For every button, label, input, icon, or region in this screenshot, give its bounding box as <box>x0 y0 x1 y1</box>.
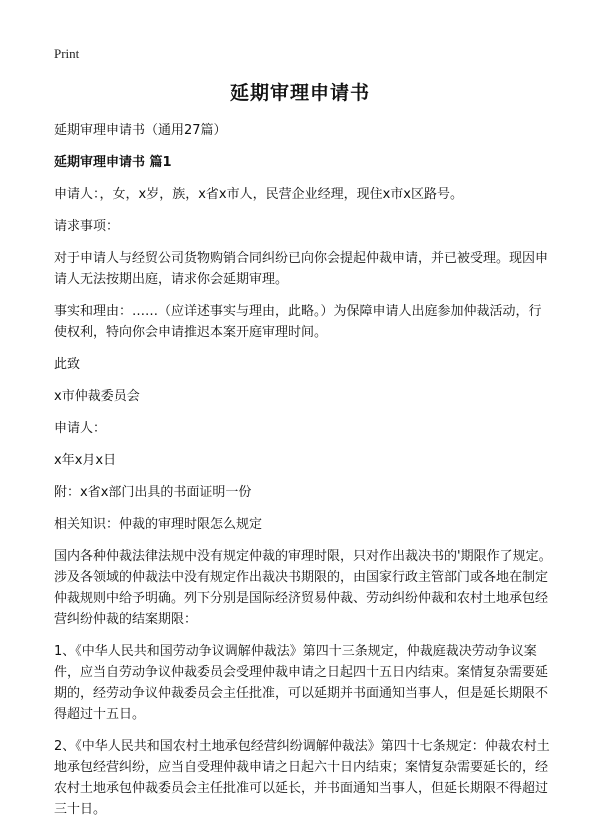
applicant-line: 申请人：，女，x岁，族，x省x市人，民营企业经理，现住x市x区路号。 <box>54 187 463 202</box>
attachment-line: 附：x省x部门出具的书面证明一份 <box>54 485 252 500</box>
paragraph: 2、《中华人民共和国农村土地承包经营纠纷调解仲裁法》第四十七条规定：仲裁农村土地承包经营纠纷，应当自受理仲裁申请之日起六十日内结束；案情复杂需要延长的，经农村土地承包仲裁委员会主任批准可以延长，并书面通知当事人，但延长期限不得超过三十日。 <box>54 739 550 817</box>
paragraph: 国内各种仲裁法律法规中没有规定仲裁的审理时限，只对作出裁决书的'期限作了规定。涉及各领域的仲裁法中没有规定作出裁决书期限的，由国家行政主管部门或各地在制定仲裁规则中给予明确。列下分别是国际经济贸易仲裁、劳动纠纷仲裁和农村土地承包经营纠纷仲裁的结案期限： <box>54 549 552 627</box>
recipient: x市仲裁委员会 <box>54 389 140 404</box>
signature-label: 申请人： <box>54 421 107 436</box>
document-title: 延期审理申请书 <box>229 82 370 104</box>
document-subtitle: 延期审理申请书（通用27篇） <box>54 123 227 138</box>
print-label: Print <box>54 46 80 61</box>
date-line: x年x月x日 <box>54 453 117 468</box>
related-knowledge: 相关知识：仲裁的审理时限怎么规定 <box>54 517 263 532</box>
document-body <box>54 120 554 831</box>
paragraph: 1、《中华人民共和国劳动争议调解仲裁法》第四十三条规定，仲裁庭裁决劳动争议案件，应当自劳动争议仲裁委员会受理仲裁申请之日起四十五日内结束。案情复杂需要延期的，经劳动争议仲裁委员会主任批准，可以延期并书面通知当事人，但是延长期限不得超过十五日。 <box>54 644 549 722</box>
section-heading: 延期审理申请书 篇1 <box>54 155 172 170</box>
facts-text: 事实和理由：……（应详述事实与理由，此略。）为保障申请人出庭参加仲裁活动，行使权利，特向你会申请推迟本案开庭审理时间。 <box>54 304 542 340</box>
request-text: 对于申请人与经贸公司货物购销合同纠纷已向你会提起仲裁申请，并已被受理。现因申请人无法按期出庭，请求你会延期审理。 <box>54 251 549 287</box>
request-label: 请求事项： <box>54 219 120 234</box>
salutation: 此致 <box>54 357 81 372</box>
